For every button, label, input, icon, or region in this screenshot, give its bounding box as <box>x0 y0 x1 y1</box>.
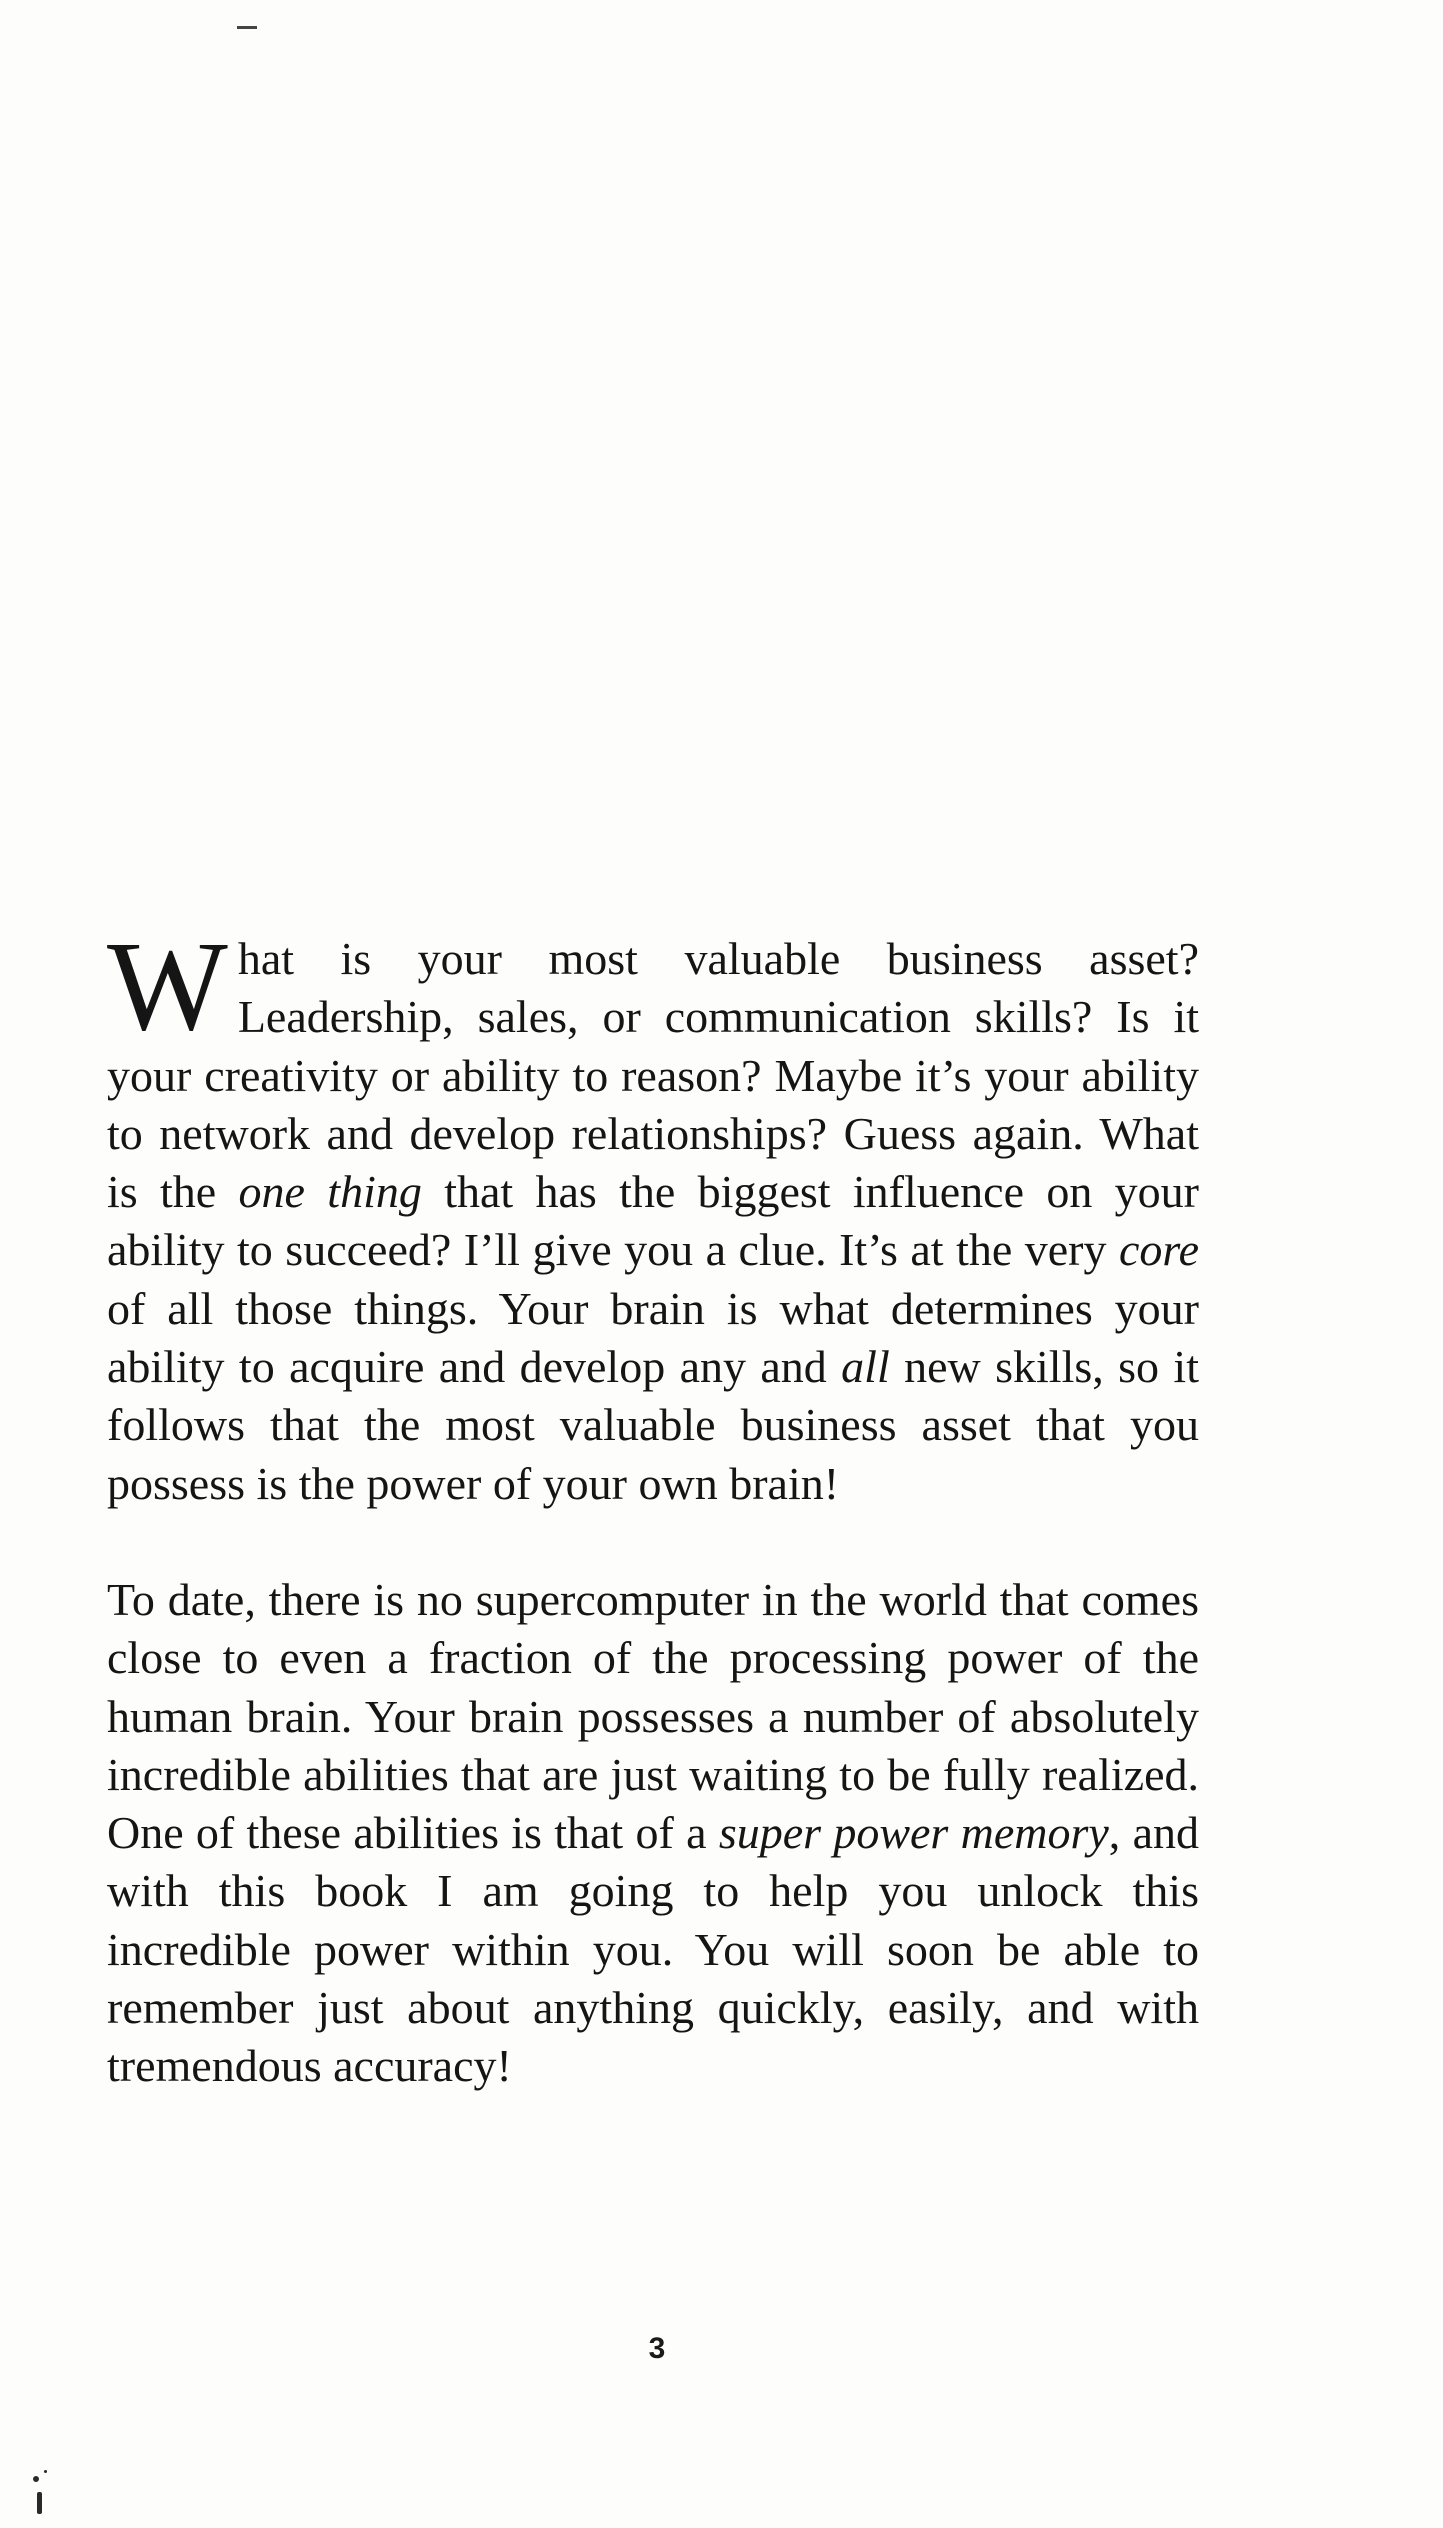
text-segment: of all those things. Your brain is what determines your ability to acquire and develop any and <box>107 1282 1199 1393</box>
paragraph-2 <box>107 1571 1199 2096</box>
body-text <box>107 915 1199 2096</box>
ink-speck <box>33 2476 39 2482</box>
printer-mark <box>237 26 257 29</box>
text-segment: To date, there is no supercomputer in the world that comes close to even a fraction of the processing power of the human brain. Your brain possesses a number of absolutely incredible abilities that are just waiting to be fully realized. One of these abilities is that of a <box>107 1573 1199 1859</box>
drop-cap: W <box>107 915 228 1057</box>
text-segment: hat is your most valuable business asset? Leadership, sales, or communication skills? Is it your creativity or ability to reason? Maybe it’s your ability to network and develop relationships? Guess again. What is the <box>107 933 1199 1218</box>
paragraph-1 <box>107 915 1199 1513</box>
italic-segment: one thing <box>238 1166 422 1218</box>
ink-speck <box>44 2470 47 2473</box>
page-number: 3 <box>648 2332 666 2365</box>
ink-speck <box>37 2492 42 2514</box>
paragraph-1-text <box>107 915 1199 1509</box>
text-segment: that has the biggest influence on your ability to succeed? I’ll give you a clue. It’s at the very <box>107 1166 1199 1276</box>
text-segment: new skills, so it follows that the most valuable business asset that you possess is the power of your own brain! <box>107 1341 1199 1509</box>
italic-segment: all <box>841 1341 890 1393</box>
text-segment: , and with this book I am going to help you unlock this incredible power within you. You will soon be able to remember just about anything quickly, easily, and with tremendous accuracy! <box>107 1807 1199 2092</box>
italic-segment: super power memory <box>718 1807 1109 1859</box>
italic-segment: core <box>1118 1224 1199 1276</box>
